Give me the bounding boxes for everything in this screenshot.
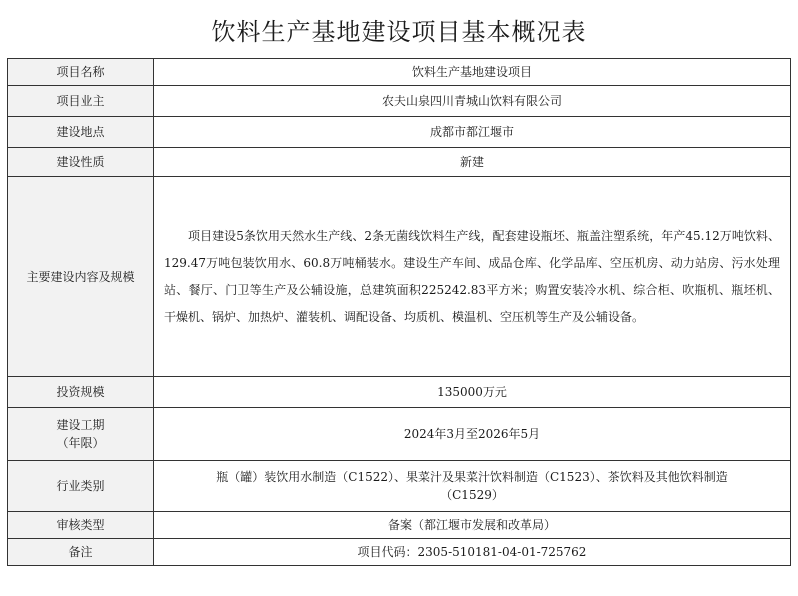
row-label: 投资规模 xyxy=(8,377,154,408)
table-row xyxy=(8,86,791,117)
row-label: 建设地点 xyxy=(8,117,154,148)
nature-value: 新建 xyxy=(154,148,791,177)
project-name-value: 饮料生产基地建设项目 xyxy=(154,59,791,86)
project-info-table xyxy=(7,58,791,566)
industry-value xyxy=(154,461,791,512)
table-row xyxy=(8,377,791,408)
industry-value-line: （C1529） xyxy=(440,488,504,502)
industry-value-line: 瓶（罐）装饮用水制造（C1522）、果菜汁及果菜汁饮料制造（C1523）、茶饮料及其他饮料制造 xyxy=(216,470,728,484)
row-label-line: （年限） xyxy=(56,436,105,450)
table-row xyxy=(8,177,791,377)
row-label: 主要建设内容及规模 xyxy=(8,177,154,377)
row-label: 项目名称 xyxy=(8,59,154,86)
remarks-value: 项目代码：2305-510181-04-01-725762 xyxy=(154,539,791,566)
table-row xyxy=(8,461,791,512)
location-value: 成都市都江堰市 xyxy=(154,117,791,148)
row-label xyxy=(8,408,154,461)
project-owner-value: 农夫山泉四川青城山饮料有限公司 xyxy=(154,86,791,117)
review-type-value: 备案（都江堰市发展和改革局） xyxy=(154,512,791,539)
investment-value: 135000万元 xyxy=(154,377,791,408)
table-row xyxy=(8,408,791,461)
row-label-line: 建设工期 xyxy=(56,418,105,432)
row-label: 备注 xyxy=(8,539,154,566)
page-title: 饮料生产基地建设项目基本概况表 xyxy=(211,18,587,46)
row-label: 项目业主 xyxy=(8,86,154,117)
row-label: 建设性质 xyxy=(8,148,154,177)
period-value: 2024年3月至2026年5月 xyxy=(154,408,791,461)
row-label: 审核类型 xyxy=(8,512,154,539)
row-label: 行业类别 xyxy=(8,461,154,512)
table-row xyxy=(8,539,791,566)
construction-scope-value xyxy=(154,177,791,377)
table-row xyxy=(8,512,791,539)
table-row xyxy=(8,148,791,177)
table-row xyxy=(8,117,791,148)
construction-scope-text: 项目建设5条饮用天然水生产线、2条无菌线饮料生产线，配套建设瓶坯、瓶盖注塑系统，年产45.12万吨饮料、129.47万吨包装饮用水、60.8万吨桶装水。建设生产车间、成品仓库、化学品库、空压机房、动力站房、污水处理站、餐厅、门卫等生产及公辅设施，总建筑面积225242.83平方米；购置安装冷水机、综合柜、吹瓶机、瓶坯机、干燥机、锅炉、加热炉、灌装机、调配设备、均质机、模温机、空压机等生产及公辅设备。 xyxy=(164,228,780,324)
table-row xyxy=(8,59,791,86)
